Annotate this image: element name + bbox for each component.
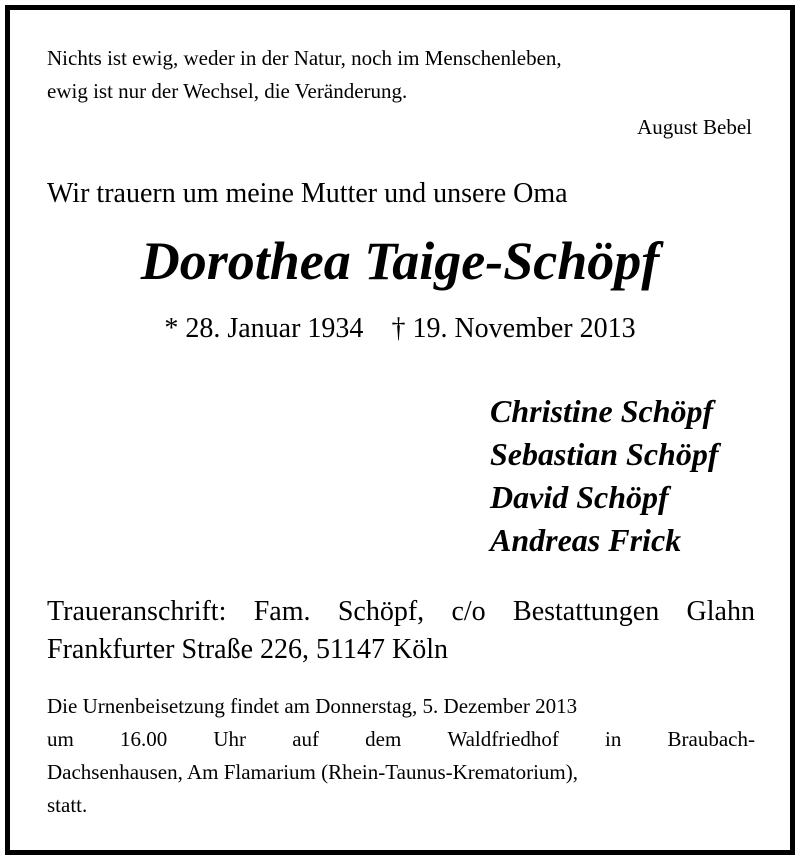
quote-author: August Bebel: [637, 115, 752, 139]
survivor-name: David Schöpf: [490, 479, 669, 515]
address-word: Bestattungen: [513, 596, 660, 627]
address-word: c/o: [451, 596, 486, 627]
notice-word: 16.00: [119, 727, 168, 751]
birth-date: * 28. Januar 1934: [164, 313, 364, 344]
deceased-name: Dorothea Taige-Schöpf: [140, 231, 660, 291]
notice-word: Waldfriedhof: [447, 727, 559, 751]
survivor-name: Christine Schöpf: [490, 393, 714, 429]
notice-word: in: [605, 727, 622, 751]
quote-line-1: Nichts ist ewig, weder in der Natur, noch im Menschenleben,: [47, 46, 562, 70]
notice-line-2: [47, 727, 755, 752]
death-date: † 19. November 2013: [391, 313, 636, 344]
notice-line-1: Die Urnenbeisetzung findet am Donnerstag, 5. Dezember 2013: [47, 694, 578, 718]
address-word: Glahn: [686, 596, 755, 627]
mourning-address-line-1: [47, 596, 755, 628]
notice-line-4: statt.: [47, 793, 88, 817]
survivor-name: Sebastian Schöpf: [490, 436, 719, 472]
notice-word: dem: [365, 727, 402, 751]
notice-word: auf: [292, 727, 320, 751]
notice-word: um: [47, 727, 74, 751]
mourning-line: Wir trauern um meine Mutter und unsere Oma: [47, 178, 568, 209]
quote-line-2: ewig ist nur der Wechsel, die Veränderung.: [47, 79, 408, 103]
survivor-name: Andreas Frick: [490, 522, 682, 558]
notice-word: Uhr: [213, 727, 247, 751]
notice-word: Braubach-: [667, 727, 755, 751]
address-word: Traueranschrift:: [47, 596, 227, 627]
address-word: Schöpf,: [337, 596, 425, 627]
address-word: Fam.: [253, 596, 311, 627]
notice-line-3: Dachsenhausen, Am Flamarium (Rhein-Taunus-Krematorium),: [47, 760, 578, 784]
life-dates: [0, 313, 800, 345]
mourning-address-line-2: Frankfurter Straße 226, 51147 Köln: [47, 634, 448, 665]
